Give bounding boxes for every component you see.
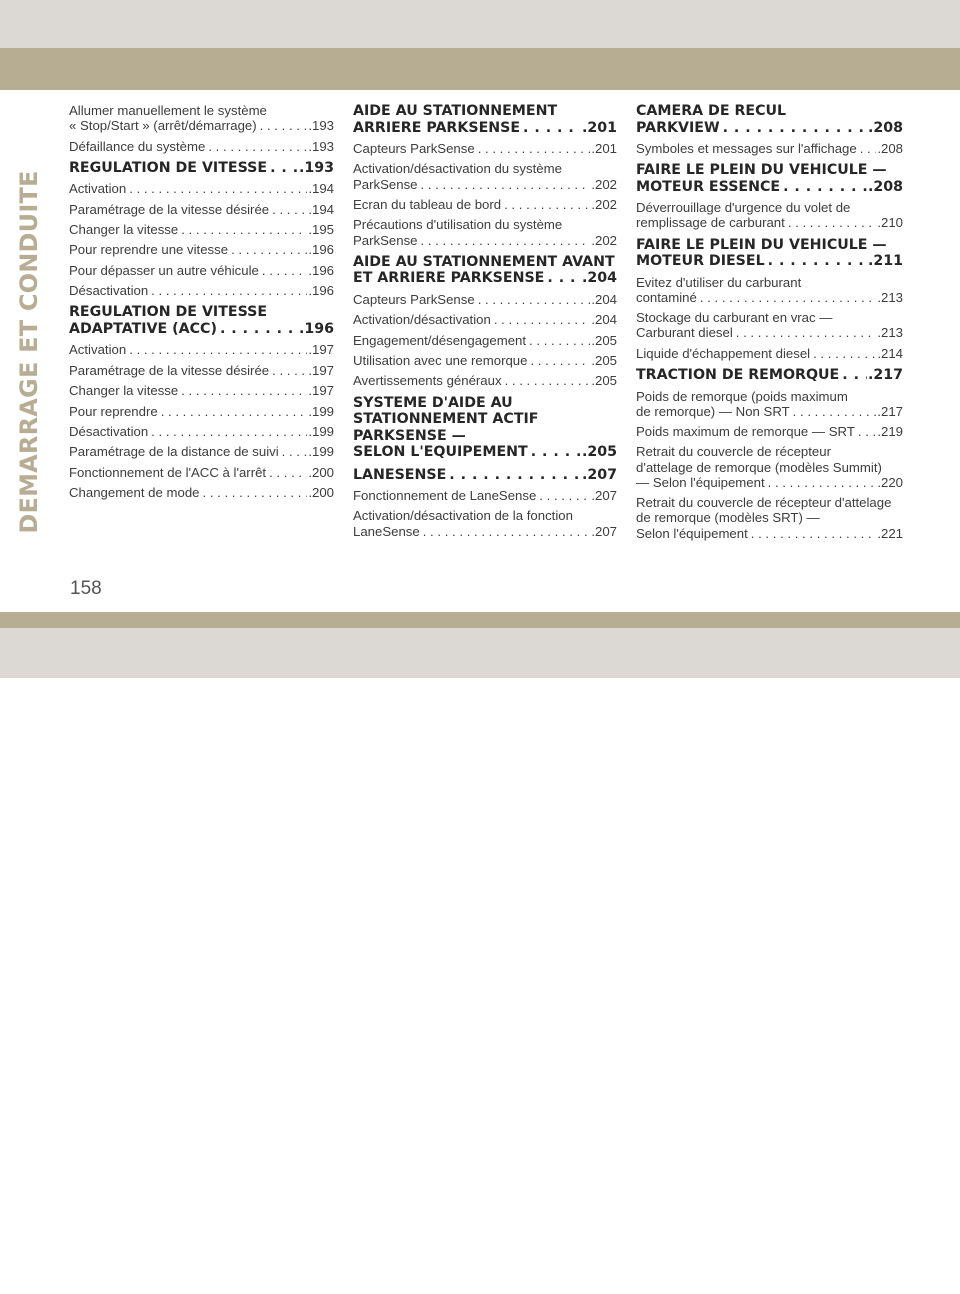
- toc-entry[interactable]: Déverrouillage d'urgence du volet de remplissage de carburant . . . .210: [636, 200, 903, 230]
- toc-page-ref: .201: [591, 141, 617, 156]
- toc-page-ref: .204: [591, 291, 617, 307]
- toc-entry[interactable]: Liquide d'échappement diesel . . . .214: [636, 346, 903, 361]
- watermark-text: carmanualsonline.info: [693, 1270, 932, 1294]
- top-frame: [0, 0, 960, 48]
- toc-entry[interactable]: Allumer manuellement le système « Stop/Start » (arrêt/démarrage) . . . .193: [69, 103, 334, 133]
- toc-page-ref: .200: [308, 464, 334, 480]
- toc-entry[interactable]: Symboles et messages sur l'affichage . . . .208: [636, 141, 903, 156]
- toc-entry[interactable]: Avertissements généraux . . . .205: [353, 373, 617, 388]
- toc-page-ref: .202: [591, 176, 617, 192]
- toc-entry[interactable]: Activation/désactivation du système ParkSense . . . .202: [353, 161, 617, 191]
- toc-page-ref: .196: [308, 242, 334, 258]
- toc-page-ref: .205: [591, 352, 617, 368]
- toc-entry[interactable]: Précautions d'utilisation du système ParkSense . . . .202: [353, 217, 617, 247]
- toc-page-ref: .207: [591, 523, 617, 539]
- toc-page-ref: .194: [308, 181, 334, 197]
- toc-entry[interactable]: Pour reprendre une vitesse . . . .196: [69, 242, 334, 257]
- toc-entry[interactable]: Stockage du carburant en vrac — Carburant diesel . . . .213: [636, 310, 903, 340]
- toc-page-ref: .210: [877, 215, 903, 231]
- toc-page-ref: .197: [308, 383, 334, 399]
- toc-page-ref: .205: [591, 332, 617, 348]
- toc-entry[interactable]: Défaillance du système . . . .193: [69, 139, 334, 154]
- toc-page-ref: .208: [867, 119, 903, 136]
- toc-heading[interactable]: TRACTION DE REMORQUE . . . .217: [636, 367, 903, 384]
- top-color-band: [0, 48, 960, 90]
- toc-page-ref: .195: [308, 222, 334, 238]
- toc-page-ref: .196: [308, 283, 334, 299]
- toc-entry[interactable]: Changement de mode . . . .200: [69, 485, 334, 500]
- toc-column-2: [353, 103, 617, 544]
- toc-entry[interactable]: Utilisation avec une remorque . . . .205: [353, 353, 617, 368]
- toc-page-ref: .211: [867, 253, 903, 270]
- toc-entry[interactable]: Paramétrage de la vitesse désirée . . . .197: [69, 363, 334, 378]
- toc-page-ref: .207: [581, 466, 617, 483]
- footer-frame: [0, 628, 960, 1294]
- toc-entry[interactable]: Désactivation . . . .199: [69, 424, 334, 439]
- toc-page-ref: .213: [877, 289, 903, 305]
- toc-page-ref: .197: [308, 362, 334, 378]
- toc-page-ref: .213: [877, 325, 903, 341]
- toc-page-ref: .202: [591, 196, 617, 212]
- toc-page-ref: .221: [877, 525, 903, 541]
- toc-column-3: [636, 103, 903, 546]
- toc-entry[interactable]: Paramétrage de la distance de suivi . . . .199: [69, 444, 334, 459]
- toc-entry[interactable]: Retrait du couvercle de récepteur d'attelage de remorque (modèles SRT) — Selon l'équipement . . . .221: [636, 495, 903, 541]
- toc-page-ref: .204: [581, 270, 617, 287]
- toc-entry[interactable]: Ecran du tableau de bord . . . .202: [353, 197, 617, 212]
- toc-entry[interactable]: Capteurs ParkSense . . . .204: [353, 292, 617, 307]
- toc-page-ref: .205: [591, 373, 617, 389]
- toc-page-ref: .200: [308, 485, 334, 501]
- toc-page-ref: .219: [877, 424, 903, 440]
- toc-entry[interactable]: Evitez d'utiliser du carburant contaminé . . . .213: [636, 275, 903, 305]
- toc-heading[interactable]: FAIRE LE PLEIN DU VEHICULE — MOTEUR DIESEL . . . .211: [636, 237, 903, 270]
- toc-entry[interactable]: Activation . . . .197: [69, 342, 334, 357]
- toc-entry[interactable]: Pour reprendre . . . .199: [69, 404, 334, 419]
- toc-entry[interactable]: Fonctionnement de LaneSense . . . .207: [353, 488, 617, 503]
- toc-page-ref: .217: [877, 403, 903, 419]
- toc-page-ref: .193: [308, 118, 334, 134]
- toc-heading[interactable]: REGULATION DE VITESSE ADAPTATIVE (ACC) . . . .196: [69, 304, 334, 337]
- toc-page-ref: .207: [591, 488, 617, 504]
- toc-heading[interactable]: AIDE AU STATIONNEMENT ARRIERE PARKSENSE . . . .201: [353, 103, 617, 136]
- toc-entry[interactable]: Fonctionnement de l'ACC à l'arrêt . . . .200: [69, 465, 334, 480]
- toc-entry[interactable]: Pour dépasser un autre véhicule . . . .196: [69, 263, 334, 278]
- toc-heading[interactable]: CAMERA DE RECUL PARKVIEW . . . .208: [636, 103, 903, 136]
- toc-page-ref: .196: [308, 262, 334, 278]
- toc-entry[interactable]: Changer la vitesse . . . .197: [69, 383, 334, 398]
- toc-column-1: [69, 103, 334, 506]
- toc-page-ref: .208: [877, 141, 903, 156]
- toc-page-ref: .202: [591, 232, 617, 248]
- section-side-label-text: DEMARRAGE ET CONDUITE: [15, 170, 43, 534]
- toc-entry[interactable]: Poids de remorque (poids maximum de remorque) — Non SRT . . . .217: [636, 389, 903, 419]
- toc-page-ref: .199: [308, 424, 334, 440]
- bottom-color-band: [0, 612, 960, 628]
- toc-entry[interactable]: Désactivation . . . .196: [69, 283, 334, 298]
- toc-heading[interactable]: FAIRE LE PLEIN DU VEHICULE — MOTEUR ESSENCE . . . .208: [636, 162, 903, 195]
- toc-page-ref: .199: [308, 444, 334, 460]
- toc-page-ref: .196: [298, 320, 334, 337]
- toc-page-ref: .194: [308, 201, 334, 217]
- toc-entry[interactable]: Activation/désactivation . . . .204: [353, 312, 617, 327]
- toc-page-ref: .217: [867, 367, 903, 383]
- toc-heading[interactable]: LANESENSE . . . .207: [353, 467, 617, 484]
- toc-page-ref: .201: [581, 119, 617, 136]
- toc-page-ref: .193: [298, 159, 334, 176]
- toc-entry[interactable]: Engagement/désengagement . . . .205: [353, 333, 617, 348]
- toc-entry[interactable]: Changer la vitesse . . . .195: [69, 222, 334, 237]
- toc-heading[interactable]: SYSTEME D'AIDE AU STATIONNEMENT ACTIF PARKSENSE — SELON L'EQUIPEMENT . . . .205: [353, 395, 617, 461]
- toc-page-ref: .208: [867, 178, 903, 195]
- toc-page-ref: .220: [877, 474, 903, 490]
- toc-page-ref: .199: [308, 403, 334, 419]
- toc-entry[interactable]: Capteurs ParkSense . . . .201: [353, 141, 617, 156]
- toc-entry[interactable]: Paramétrage de la vitesse désirée . . . .194: [69, 202, 334, 217]
- toc-entry[interactable]: Activation . . . .194: [69, 181, 334, 196]
- toc-entry[interactable]: Poids maximum de remorque — SRT . . . .219: [636, 424, 903, 439]
- toc-entry[interactable]: Activation/désactivation de la fonction LaneSense . . . .207: [353, 508, 617, 538]
- page-number: 158: [70, 578, 102, 599]
- toc-entry[interactable]: Retrait du couvercle de récepteur d'attelage de remorque (modèles Summit) — Selon l'équipement . . . .220: [636, 444, 903, 490]
- toc-page-ref: .214: [877, 345, 903, 361]
- toc-page-ref: .204: [591, 312, 617, 328]
- toc-heading[interactable]: REGULATION DE VITESSE . . . .193: [69, 160, 334, 177]
- toc-heading[interactable]: AIDE AU STATIONNEMENT AVANT ET ARRIERE PARKSENSE . . . .204: [353, 254, 617, 287]
- toc-page-ref: .197: [308, 342, 334, 358]
- toc-page-ref: .193: [308, 138, 334, 154]
- toc-page-ref: .205: [581, 444, 617, 461]
